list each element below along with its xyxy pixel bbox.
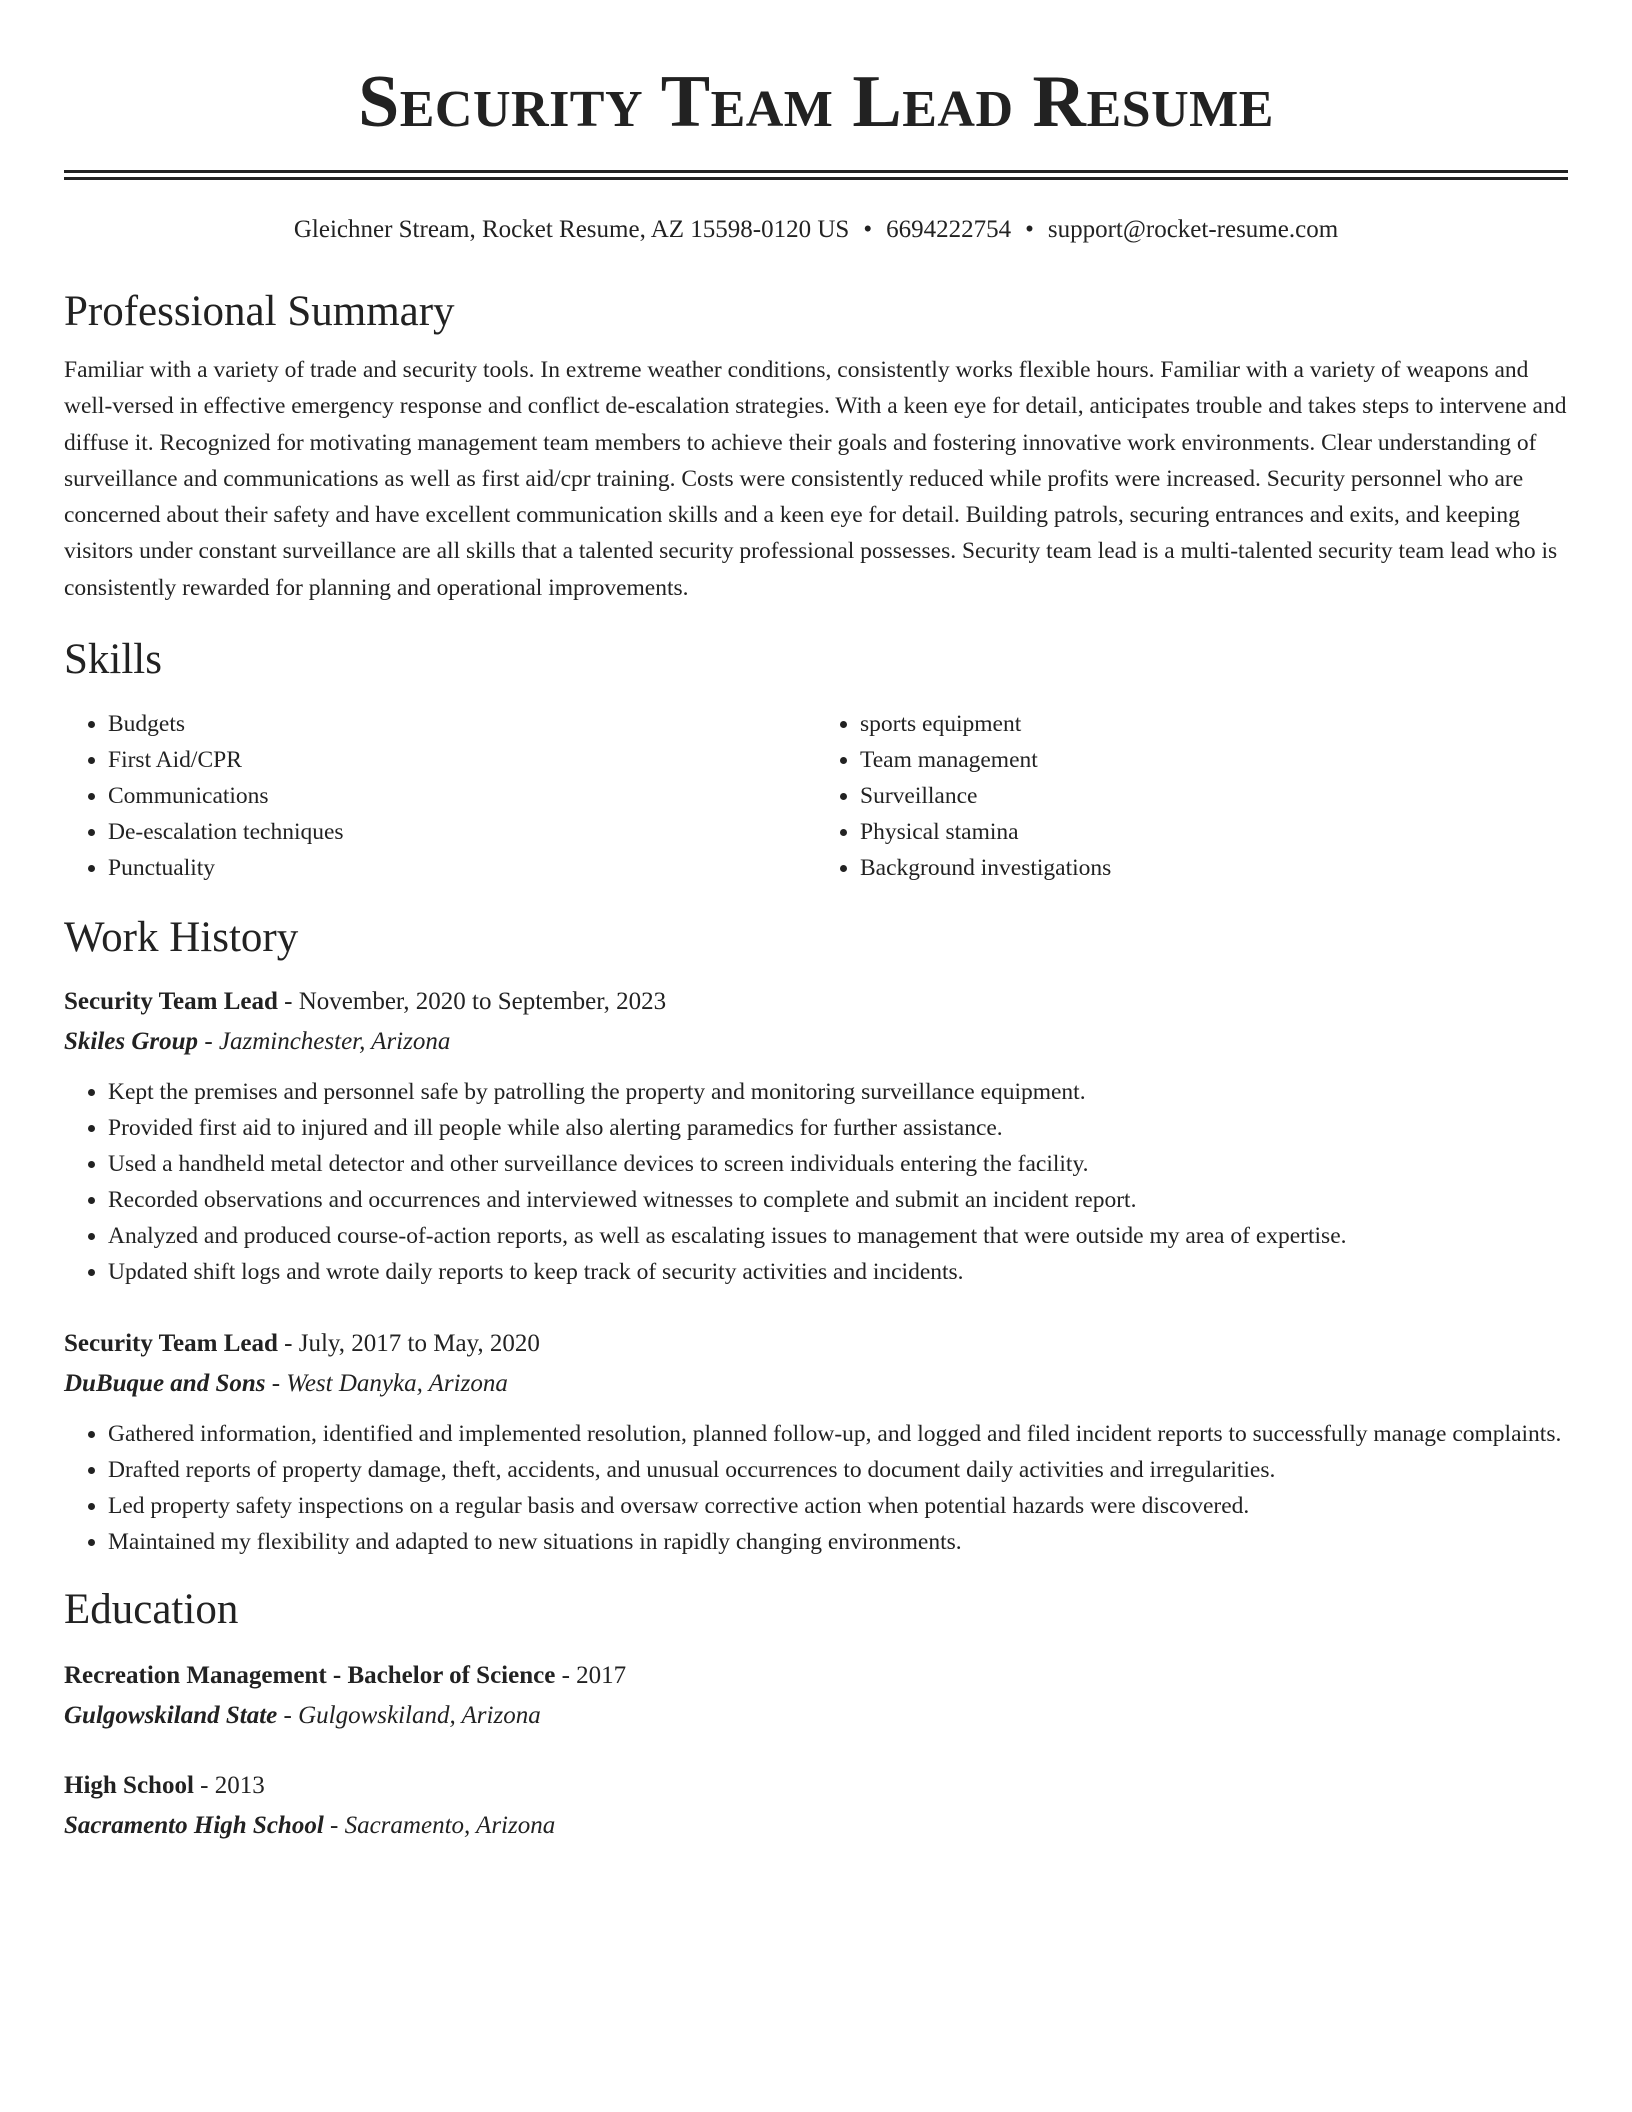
duty-item: • Recorded observations and occurrences and interviewed witnesses to complete and submit an incident report. xyxy=(108,1182,1568,1218)
duty-item: • Led property safety inspections on a regular basis and oversaw corrective action when potential hazards were discovered. xyxy=(108,1488,1568,1524)
contact-line xyxy=(64,214,1568,246)
resume-title: Security Team Lead Resume xyxy=(358,61,1274,143)
skills-list xyxy=(64,706,1568,886)
job-duties xyxy=(64,1416,1568,1560)
education-location: - Gulgowskiland, Arizona xyxy=(277,1702,541,1730)
skill-item: • sports equipment xyxy=(860,706,1568,742)
job-location: - West Danyka, Arizona xyxy=(265,1370,508,1398)
education-school-line xyxy=(64,1696,1568,1736)
education-school: Sacramento High School xyxy=(64,1812,324,1840)
skill-item: • Punctuality xyxy=(108,850,816,886)
education-degree-line xyxy=(64,1766,1568,1806)
job-company-line xyxy=(64,1022,1568,1062)
education-school-line xyxy=(64,1806,1568,1846)
job-duties xyxy=(64,1074,1568,1290)
summary-heading: Professional Summary xyxy=(64,288,455,335)
education-year: - 2017 xyxy=(555,1662,627,1690)
duty-item: • Used a handheld metal detector and other surveillance devices to screen individuals entering the facility. xyxy=(108,1146,1568,1182)
contact-separator: • xyxy=(1025,216,1034,243)
contact-separator: • xyxy=(863,216,873,243)
skill-item: • Budgets xyxy=(108,706,816,742)
job-dates: - November, 2020 to September, 2023 xyxy=(277,988,667,1016)
skill-item: • First Aid/CPR xyxy=(108,742,816,778)
skill-item: • Communications xyxy=(108,778,816,814)
education-entry xyxy=(64,1656,1568,1736)
header-divider xyxy=(64,170,1568,180)
job-entry xyxy=(64,1324,1568,1560)
skill-item: • De-escalation techniques xyxy=(108,814,816,850)
work-history-heading: Work History xyxy=(64,914,299,962)
education-year: - 2013 xyxy=(193,1772,265,1800)
skill-item: • Background investigations xyxy=(860,850,1568,886)
job-company-line xyxy=(64,1364,1568,1404)
skills-column-left xyxy=(64,706,816,886)
education-degree: Recreation Management - Bachelor of Science xyxy=(64,1662,556,1690)
duty-item: • Maintained my flexibility and adapted to new situations in rapidly changing environments. xyxy=(108,1524,1568,1560)
education-heading: Education xyxy=(64,1586,239,1634)
job-dates: - July, 2017 to May, 2020 xyxy=(277,1330,540,1358)
skill-item: • Physical stamina xyxy=(860,814,1568,850)
job-location: - Jazminchester, Arizona xyxy=(198,1028,451,1056)
duty-item: • Analyzed and produced course-of-action reports, as well as escalating issues to management that were outside my area of expertise. xyxy=(108,1218,1568,1254)
skills-column-right xyxy=(816,706,1568,886)
duty-item: • Kept the premises and personnel safe by patrolling the property and monitoring surveillance equipment. xyxy=(108,1074,1568,1110)
duty-item: • Provided first aid to injured and ill people while also alerting paramedics for further assistance. xyxy=(108,1110,1568,1146)
contact-phone: 6694222754 xyxy=(886,216,1012,243)
education-school: Gulgowskiland State xyxy=(64,1702,278,1730)
job-title-line xyxy=(64,1324,1568,1364)
education-location: - Sacramento, Arizona xyxy=(323,1812,556,1840)
summary-text: Familiar with a variety of trade and security tools. In extreme weather conditions, consistently works flexible hours. Familiar with a variety of weapons and well-versed in effective emergency response and conflict de-escalation strategies. With a keen eye for detail, anticipates trouble and takes steps to intervene and diffuse it. Recognized for motivating management team members to achieve their goals and fostering innovative work environments. Clear understanding of surveillance and communications as well as first aid/cpr training. Costs were consistently reduced while profits were increased. Security personnel who are concerned about their safety and have excellent communication skills and a keen eye for detail. Building patrols, securing entrances and exits, and keeping visitors under constant surveillance are all skills that a talented security professional possesses. Security team lead is a multi-talented security team lead who is consistently rewarded for planning and operational improvements. xyxy=(64,357,1567,601)
education-degree: High School xyxy=(64,1772,194,1800)
skills-heading: Skills xyxy=(64,636,162,684)
education-degree-line xyxy=(64,1656,1568,1696)
duty-item: • Drafted reports of property damage, theft, accidents, and unusual occurrences to document daily activities and irregularities. xyxy=(108,1452,1568,1488)
job-entry xyxy=(64,982,1568,1290)
duty-item: • Gathered information, identified and implemented resolution, planned follow-up, and logged and filed incident reports to successfully manage complaints. xyxy=(108,1416,1568,1452)
skill-item: • Team management xyxy=(860,742,1568,778)
job-role: Security Team Lead xyxy=(64,1330,278,1358)
contact-address: Gleichner Stream, Rocket Resume, AZ 15598-0120 US xyxy=(293,216,850,243)
contact-email: support@rocket-resume.com xyxy=(1047,216,1339,243)
education-entry xyxy=(64,1766,1568,1846)
job-title-line xyxy=(64,982,1568,1022)
duty-item: • Updated shift logs and wrote daily reports to keep track of security activities and incidents. xyxy=(108,1254,1568,1290)
job-role: Security Team Lead xyxy=(64,988,278,1016)
skill-item: • Surveillance xyxy=(860,778,1568,814)
job-company: DuBuque and Sons xyxy=(64,1370,266,1398)
job-company: Skiles Group xyxy=(64,1028,199,1056)
